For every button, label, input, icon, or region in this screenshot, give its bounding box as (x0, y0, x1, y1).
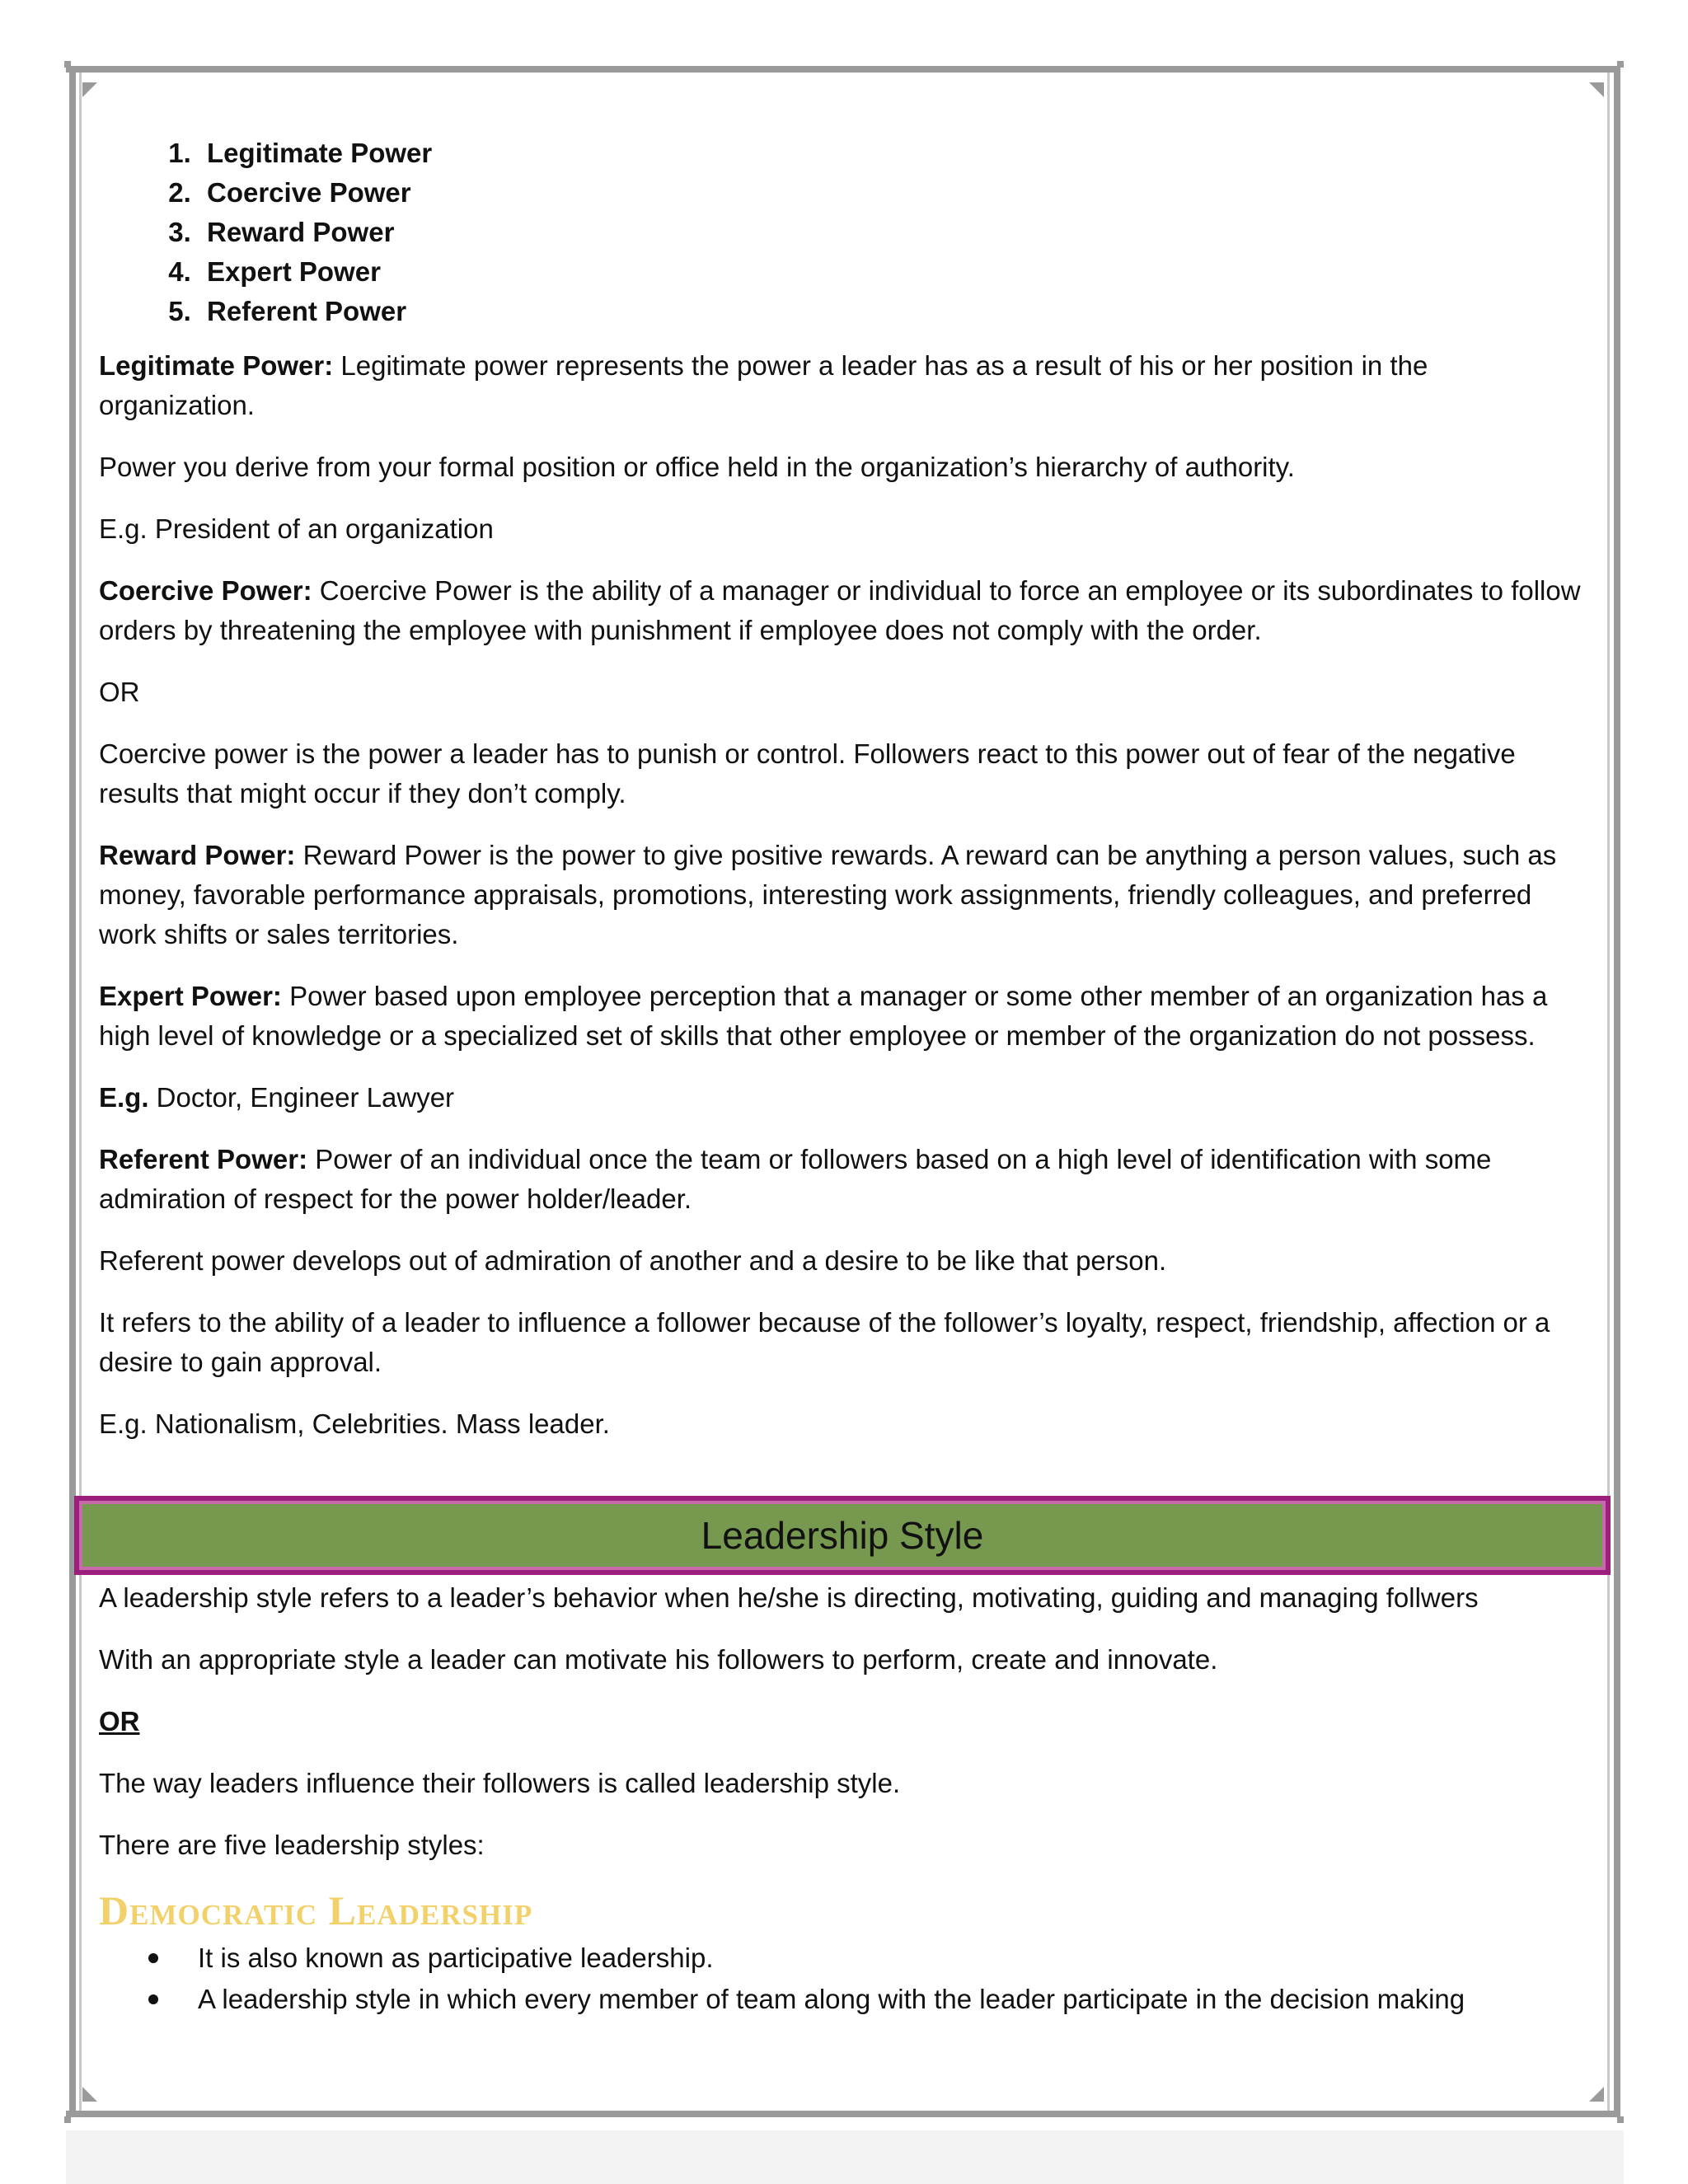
leadership-style-section (99, 1578, 1582, 2021)
or-underlined: OR (99, 1706, 140, 1736)
paragraph: Coercive power is the power a leader has to punish or control. Followers react to this power out of fear of the negative results that might occur if they don’t comply. (99, 738, 1516, 808)
example-text: Doctor, Engineer Lawyer (148, 1082, 455, 1113)
bullet-text: A leadership style in which every member of team along with the leader participate in the decision making (198, 1984, 1465, 2014)
definition-text: Power based upon employee perception that a manager or some other member of an organization has a high level of knowledge or a specialized set of skills that other employee or member of the organization do not possess. (99, 981, 1548, 1051)
or-separator: OR (99, 677, 140, 707)
term-label: Coercive Power: (99, 575, 312, 606)
section-banner-title: Leadership Style (82, 1504, 1602, 1567)
border-corner-stub (64, 61, 71, 68)
page-bottom-shade (66, 2130, 1624, 2184)
bullet-text: It is also known as participative leadership. (198, 1943, 714, 1973)
list-item: 2. Coercive Power (199, 173, 1582, 213)
paragraph: Power you derive from your formal position or office held in the organization’s hierarchy of authority. (99, 452, 1295, 482)
page-border-bottom (66, 2111, 1620, 2117)
border-corner-stub (1617, 2116, 1624, 2123)
page-border-inner-left (79, 73, 82, 2111)
expert-power-paragraph (99, 977, 1582, 1056)
page-border-left (69, 66, 76, 2117)
power-types-list (99, 134, 1582, 331)
term-label: Reward Power: (99, 840, 296, 870)
corner-ornament-icon (1589, 82, 1604, 97)
term-label: Legitimate Power: (99, 350, 334, 381)
term-label: Referent Power: (99, 1144, 308, 1174)
reward-power-paragraph (99, 836, 1582, 954)
corner-ornament-icon (82, 2087, 97, 2102)
paragraph: The way leaders influence their followers is called leadership style. (99, 1768, 901, 1798)
bullet-icon (148, 1953, 158, 1963)
section-banner (74, 1496, 1611, 1575)
list-item: 4. Expert Power (199, 252, 1582, 292)
paragraph: Referent power develops out of admiration of another and a desire to be like that person. (99, 1245, 1167, 1276)
example-paragraph: E.g. President of an organization (99, 513, 494, 544)
or-separator (99, 1702, 1582, 1741)
document-body (99, 134, 1582, 1466)
definition-text: Coercive Power is the ability of a manager or individual to force an employee or its subordinates to follow orders by threatening the employee with punishment if employee does not comply with the order. (99, 575, 1581, 645)
democratic-bullets (99, 1938, 1582, 2019)
legitimate-power-paragraph (99, 346, 1582, 425)
list-item: 1. Legitimate Power (199, 134, 1582, 173)
definition-text: Reward Power is the power to give positive rewards. A reward can be anything a person values, such as money, favorable performance appraisals, promotions, interesting work assignments, friendly colleagues, and preferred work shifts or sales territories. (99, 840, 1557, 949)
coercive-power-paragraph (99, 571, 1582, 650)
page-border-top (66, 66, 1620, 73)
example-paragraph (99, 1078, 1582, 1118)
definition-text: Legitimate power represents the power a leader has as a result of his or her position in the organization. (99, 350, 1428, 420)
term-label: Expert Power: (99, 981, 282, 1011)
list-item: 3. Reward Power (199, 213, 1582, 252)
page-border-inner-right (1607, 73, 1610, 2111)
page-border-right (1614, 66, 1620, 2117)
referent-power-paragraph (99, 1140, 1582, 1219)
corner-ornament-icon (1589, 2087, 1604, 2102)
list-item (198, 1938, 1582, 1978)
border-corner-stub (64, 2116, 71, 2123)
border-corner-stub (1617, 61, 1624, 68)
paragraph: With an appropriate style a leader can motivate his followers to perform, create and innovate. (99, 1644, 1218, 1675)
list-item (198, 1980, 1582, 2019)
paragraph: It refers to the ability of a leader to influence a follower because of the follower’s loyalty, respect, friendship, affection or a desire to gain approval. (99, 1307, 1550, 1377)
corner-ornament-icon (82, 82, 97, 97)
democratic-leadership-heading: Democratic Leadership (99, 1887, 533, 1933)
paragraph: A leadership style refers to a leader’s behavior when he/she is directing, motivating, guiding and managing follwers (99, 1582, 1479, 1613)
bullet-icon (148, 1994, 158, 2004)
term-label: E.g. (99, 1082, 149, 1113)
example-paragraph: E.g. Nationalism, Celebrities. Mass leader. (99, 1408, 610, 1439)
definition-text: Power of an individual once the team or followers based on a high level of identification with some admiration of respect for the power holder/leader. (99, 1144, 1492, 1214)
paragraph: There are five leadership styles: (99, 1830, 485, 1860)
list-item: 5. Referent Power (199, 292, 1582, 331)
